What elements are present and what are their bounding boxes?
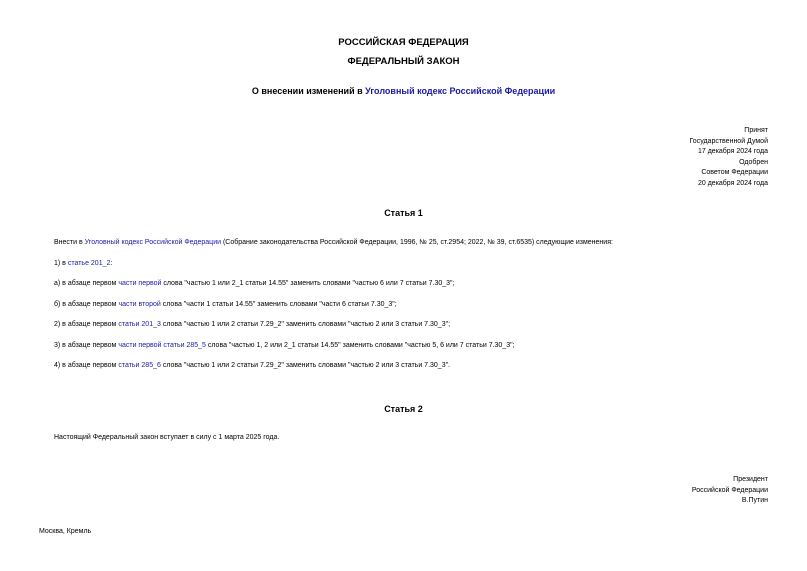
law-type-heading: ФЕДЕРАЛЬНЫЙ ЗАКОН: [347, 56, 460, 67]
text-fragment: слова "частью 1, 2 или 2_1 статьи 14.55" заменить словами "частью 5, 6 или 7 статьи 7.30_3";: [205, 342, 515, 349]
article-1-item-4: [54, 362, 450, 369]
signature-line: В.Путин: [741, 497, 768, 504]
adoption-line: Советом Федерации: [701, 169, 768, 176]
article-2-heading: Статья 2: [384, 404, 423, 414]
article-1-item-3: [54, 342, 515, 349]
adoption-line: Одобрен: [739, 158, 768, 166]
article-1-intro: [54, 239, 613, 246]
article-1-item-1: [54, 260, 112, 267]
criminal-code-link[interactable]: Уголовный кодекс Российской Федерации: [84, 239, 222, 246]
text-fragment: слова "части 1 статьи 14.55" заменить словами "части 6 статьи 7.30_3";: [160, 301, 397, 308]
adoption-block: [689, 126, 768, 189]
article-285-5-link[interactable]: части первой статьи 285_5: [118, 342, 206, 349]
country-heading: РОССИЙСКАЯ ФЕДЕРАЦИЯ: [338, 37, 469, 48]
text-fragment: 3) в абзаце первом: [54, 342, 119, 349]
signature-line: Российской Федерации: [691, 486, 768, 494]
signature-block: [692, 475, 768, 507]
adoption-line: 20 декабря 2024 года: [697, 179, 768, 187]
article-201-3-link[interactable]: статьи 201_3: [118, 321, 161, 328]
part-one-link[interactable]: части первой: [118, 280, 162, 287]
text-fragment: 2) в абзаце первом: [54, 321, 119, 328]
text-fragment: (Собрание законодательства Российской Федерации, 1996, № 25, ст.2954; 2022, № 39, ст.6535) следующие изменения:: [221, 239, 613, 246]
article-1-item-b: [54, 301, 397, 308]
text-fragment: 4) в абзаце первом: [54, 362, 119, 369]
article-201-2-link[interactable]: статье 201_2: [67, 260, 111, 267]
article-1-item-2: [54, 321, 450, 328]
law-title: [0, 86, 807, 96]
text-fragment: б) в абзаце первом: [54, 301, 119, 308]
law-title-prefix: О внесении изменений в: [251, 86, 366, 96]
text-fragment: :: [110, 260, 113, 267]
text-fragment: а) в абзаце первом: [54, 280, 119, 287]
article-1-heading: Статья 1: [384, 208, 423, 218]
part-two-link[interactable]: части второй: [118, 301, 161, 308]
article-1-item-a: [54, 280, 455, 287]
text-fragment: слова "частью 1 или 2 статьи 7.29_2" заменить словами "частью 2 или 3 статьи 7.30_3";: [160, 321, 451, 328]
text-fragment: слова "частью 1 или 2 статьи 7.29_2" заменить словами "частью 2 или 3 статьи 7.30_3".: [160, 362, 451, 369]
text-fragment: слова "частью 1 или 2_1 статьи 14.55" заменить словами "частью 6 или 7 статьи 7.30_3";: [161, 280, 455, 287]
signature-line: Президент: [733, 476, 768, 483]
adoption-line: Государственной Думой: [689, 137, 768, 145]
text-fragment: 1) в: [54, 260, 68, 267]
adoption-line: Принят: [744, 127, 768, 134]
signing-place: Москва, Кремль: [39, 528, 92, 535]
text-fragment: Внести в: [54, 239, 85, 246]
adoption-line: 17 декабря 2024 года: [697, 148, 768, 155]
article-285-6-link[interactable]: статьи 285_6: [118, 362, 161, 369]
criminal-code-link[interactable]: Уголовный кодекс Российской Федерации: [365, 86, 556, 96]
article-2-text: Настоящий Федеральный закон вступает в силу с 1 марта 2025 года.: [54, 434, 280, 441]
